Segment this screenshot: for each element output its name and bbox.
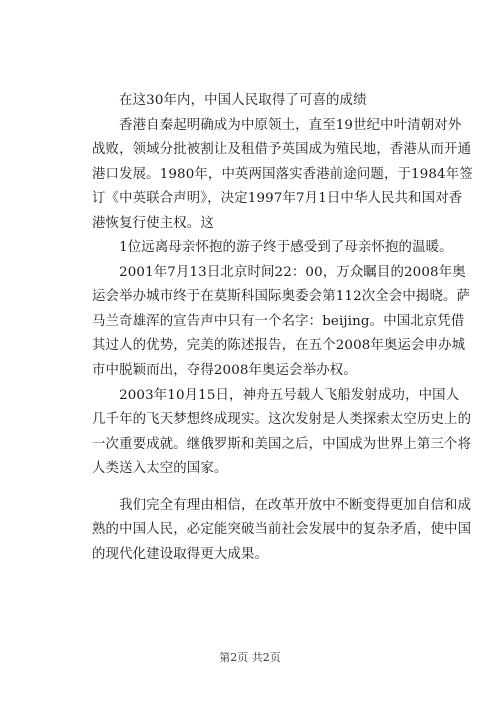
text-line: 订《中英联合声明》，决定1997年7月1日中华人民共和国对香 — [92, 191, 463, 207]
paragraph-olympics — [92, 261, 471, 383]
paragraph-progress-intro — [92, 89, 410, 113]
text-line: 港口发展。1980年，中英两国落实香港前途问题，于1984年签 — [92, 166, 473, 182]
paragraph-return — [92, 236, 453, 260]
text-line: 市中脱颖而出，夺得2008年奥运会举办权。 — [92, 362, 357, 378]
text-line: 2001年7月13日北京时间22：00，万众瞩目的2008年奥 — [92, 265, 466, 280]
paragraph-conclusion — [92, 494, 472, 567]
paragraph-shenzhou — [92, 384, 472, 482]
text-line: 我们完全有理由相信，在改革开放中不断变得更加自信和成 — [92, 498, 472, 513]
text-line: 几千年的飞天梦想终成现实。这次发射是人类探索太空历史上的 — [92, 412, 472, 428]
paragraph-hong-kong — [92, 114, 473, 236]
text-line: 战败，领域分批被割让及租借予英国成为殖民地，香港从而开通 — [92, 142, 472, 158]
text-line: 的现代化建设取得更大成果。 — [92, 546, 269, 562]
text-line: 其过人的优势，完美的陈述报告，在五个2008年奥运会申办城 — [92, 338, 466, 354]
text-line: 1位远离母亲怀抱的游子终于感受到了母亲怀抱的温暖。 — [92, 240, 453, 255]
text-line: 在这30年内，中国人民取得了可喜的成绩 — [92, 93, 367, 108]
text-line: 运会举办城市终于在莫斯科国际奥委会第112次全会中揭晓。萨 — [92, 289, 471, 305]
text-line: 熟的中国人民，必定能突破当前社会发展中的复杂矛盾，使中国 — [92, 522, 472, 538]
text-line: 2003年10月15日，神舟五号载人飞船发射成功，中国人 — [92, 388, 460, 403]
text-line: 人类送入太空的国家。 — [92, 461, 228, 477]
text-line: 香港自秦起明确成为中原领土，直至19世纪中叶清朝对外 — [92, 118, 462, 133]
page-footer: 第2页 共2页 — [219, 651, 281, 664]
text-line: 马兰奇雄浑的宣告声中只有一个名字：beijing。中国北京凭借 — [92, 313, 465, 329]
text-line: 港恢复行使主权。这 — [92, 215, 214, 231]
text-line: 一次重要成就。继俄罗斯和美国之后，中国成为世界上第三个将 — [92, 436, 472, 452]
